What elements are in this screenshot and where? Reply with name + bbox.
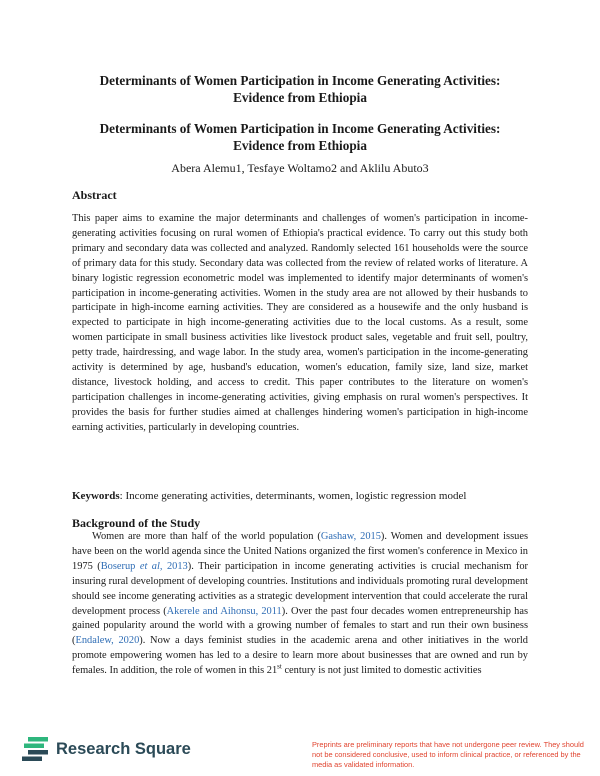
body-text: Women are more than half of the world population ( — [92, 531, 321, 542]
preprint-disclaimer: Preprints are preliminary reports that have not undergone peer review. They should not be considered conclusive, used to inform clinical practice, or referenced by the media as validated information. — [312, 740, 584, 769]
background-paragraph — [72, 530, 528, 679]
abstract-heading: Abstract — [72, 188, 117, 202]
research-square-logo-text: Research Square — [56, 739, 191, 758]
citation-link[interactable]: Akerele and Aihonsu, 2011 — [166, 605, 282, 617]
body-text: ). Over the past four decades women entrepreneurship has gained popularity around the world with a growing number of females to start and run their own business ( — [72, 605, 528, 647]
paper-title — [0, 72, 600, 106]
citation-year: 2013 — [162, 560, 188, 572]
research-square-logo-icon — [20, 737, 50, 761]
title-repeat-line-1: Determinants of Women Participation in Income Generating Activities: — [99, 121, 501, 136]
author-list: Abera Alemu1, Tesfaye Woltamo2 and Aklilu Abuto3 — [171, 161, 429, 175]
paper-title-repeat — [0, 120, 600, 154]
research-square-logo[interactable] — [20, 737, 191, 761]
citation-etal: et al, — [139, 560, 163, 572]
background-heading: Background of the Study — [72, 516, 201, 530]
keywords-text: : Income generating activities, determinants, women, logistic regression model — [119, 490, 467, 502]
body-text: ). Their participation in income generating activities is crucial mechanism for insuring rural development of developing countries. Institutions and individuals promoting rural development should see income generating activities as a strategic development intervention that could accelerate the rural development process ( — [72, 560, 528, 617]
body-text: ). Women and development issues have been on the world agenda since the United Nations organized the first women's conference in Mexico in 1975 ( — [72, 531, 528, 572]
title-line-1: Determinants of Women Participation in Income Generating Activities: — [99, 73, 501, 88]
citation-link[interactable] — [101, 561, 188, 572]
body-text: century is not just limited to domestic activities — [281, 665, 482, 677]
title-repeat-line-2: Evidence from Ethiopia — [233, 138, 367, 153]
citation-link[interactable]: Endalew, 2020 — [75, 635, 140, 647]
body-text: ). Now a days feminist studies in the academic arena and other initiatives in the world promote empowering women has led to a desire to learn more about businesses that are owned and run by females. In addition, the role of women in this 21 — [72, 635, 529, 677]
abstract-text: This paper aims to examine the major determinants and challenges of women's participation in income-generating activities focusing on rural women of Ethiopia's practical evidence. To carry out this study both primary and secondary data was collected and analyzed. Randomly selected 161 households were the source of primary data for this study. Secondary data was collected from the review of related works of literature. A binary logistic regression econometric model was implemented to identify major determinants of women's participation in income-generating activities. Women in the study area are not allowed by their husbands to participate in high-income earning activities. They are considered as a housewife and the only husband is expected to participate in high income-generating activities due to the local customs. As a result, some women participate in small business activities like livestock product sales, vegetable and fruit sell, poultry, petty trade, hairdressing, and wage labor. In the study area, women's participation in the income-generating activity is determined by age, husband's education, women's education, family size, land size, market distance, livestock holding, and access to credit. This paper contributes to the literature on women's participation challenges in income-generating activities, giving emphasis on rural women's perspectives. It provides the basis for further studies aimed at challenges hindering women's participation in high-income earning activities, particularly in developing countries. — [72, 213, 528, 433]
keywords — [72, 489, 528, 503]
superscript: st — [277, 662, 282, 671]
citation-link[interactable]: Gashaw, 2015 — [320, 531, 381, 542]
title-line-2: Evidence from Ethiopia — [233, 90, 367, 105]
citation-author: Boserup — [100, 560, 140, 572]
keywords-label: Keywords — [72, 490, 120, 502]
